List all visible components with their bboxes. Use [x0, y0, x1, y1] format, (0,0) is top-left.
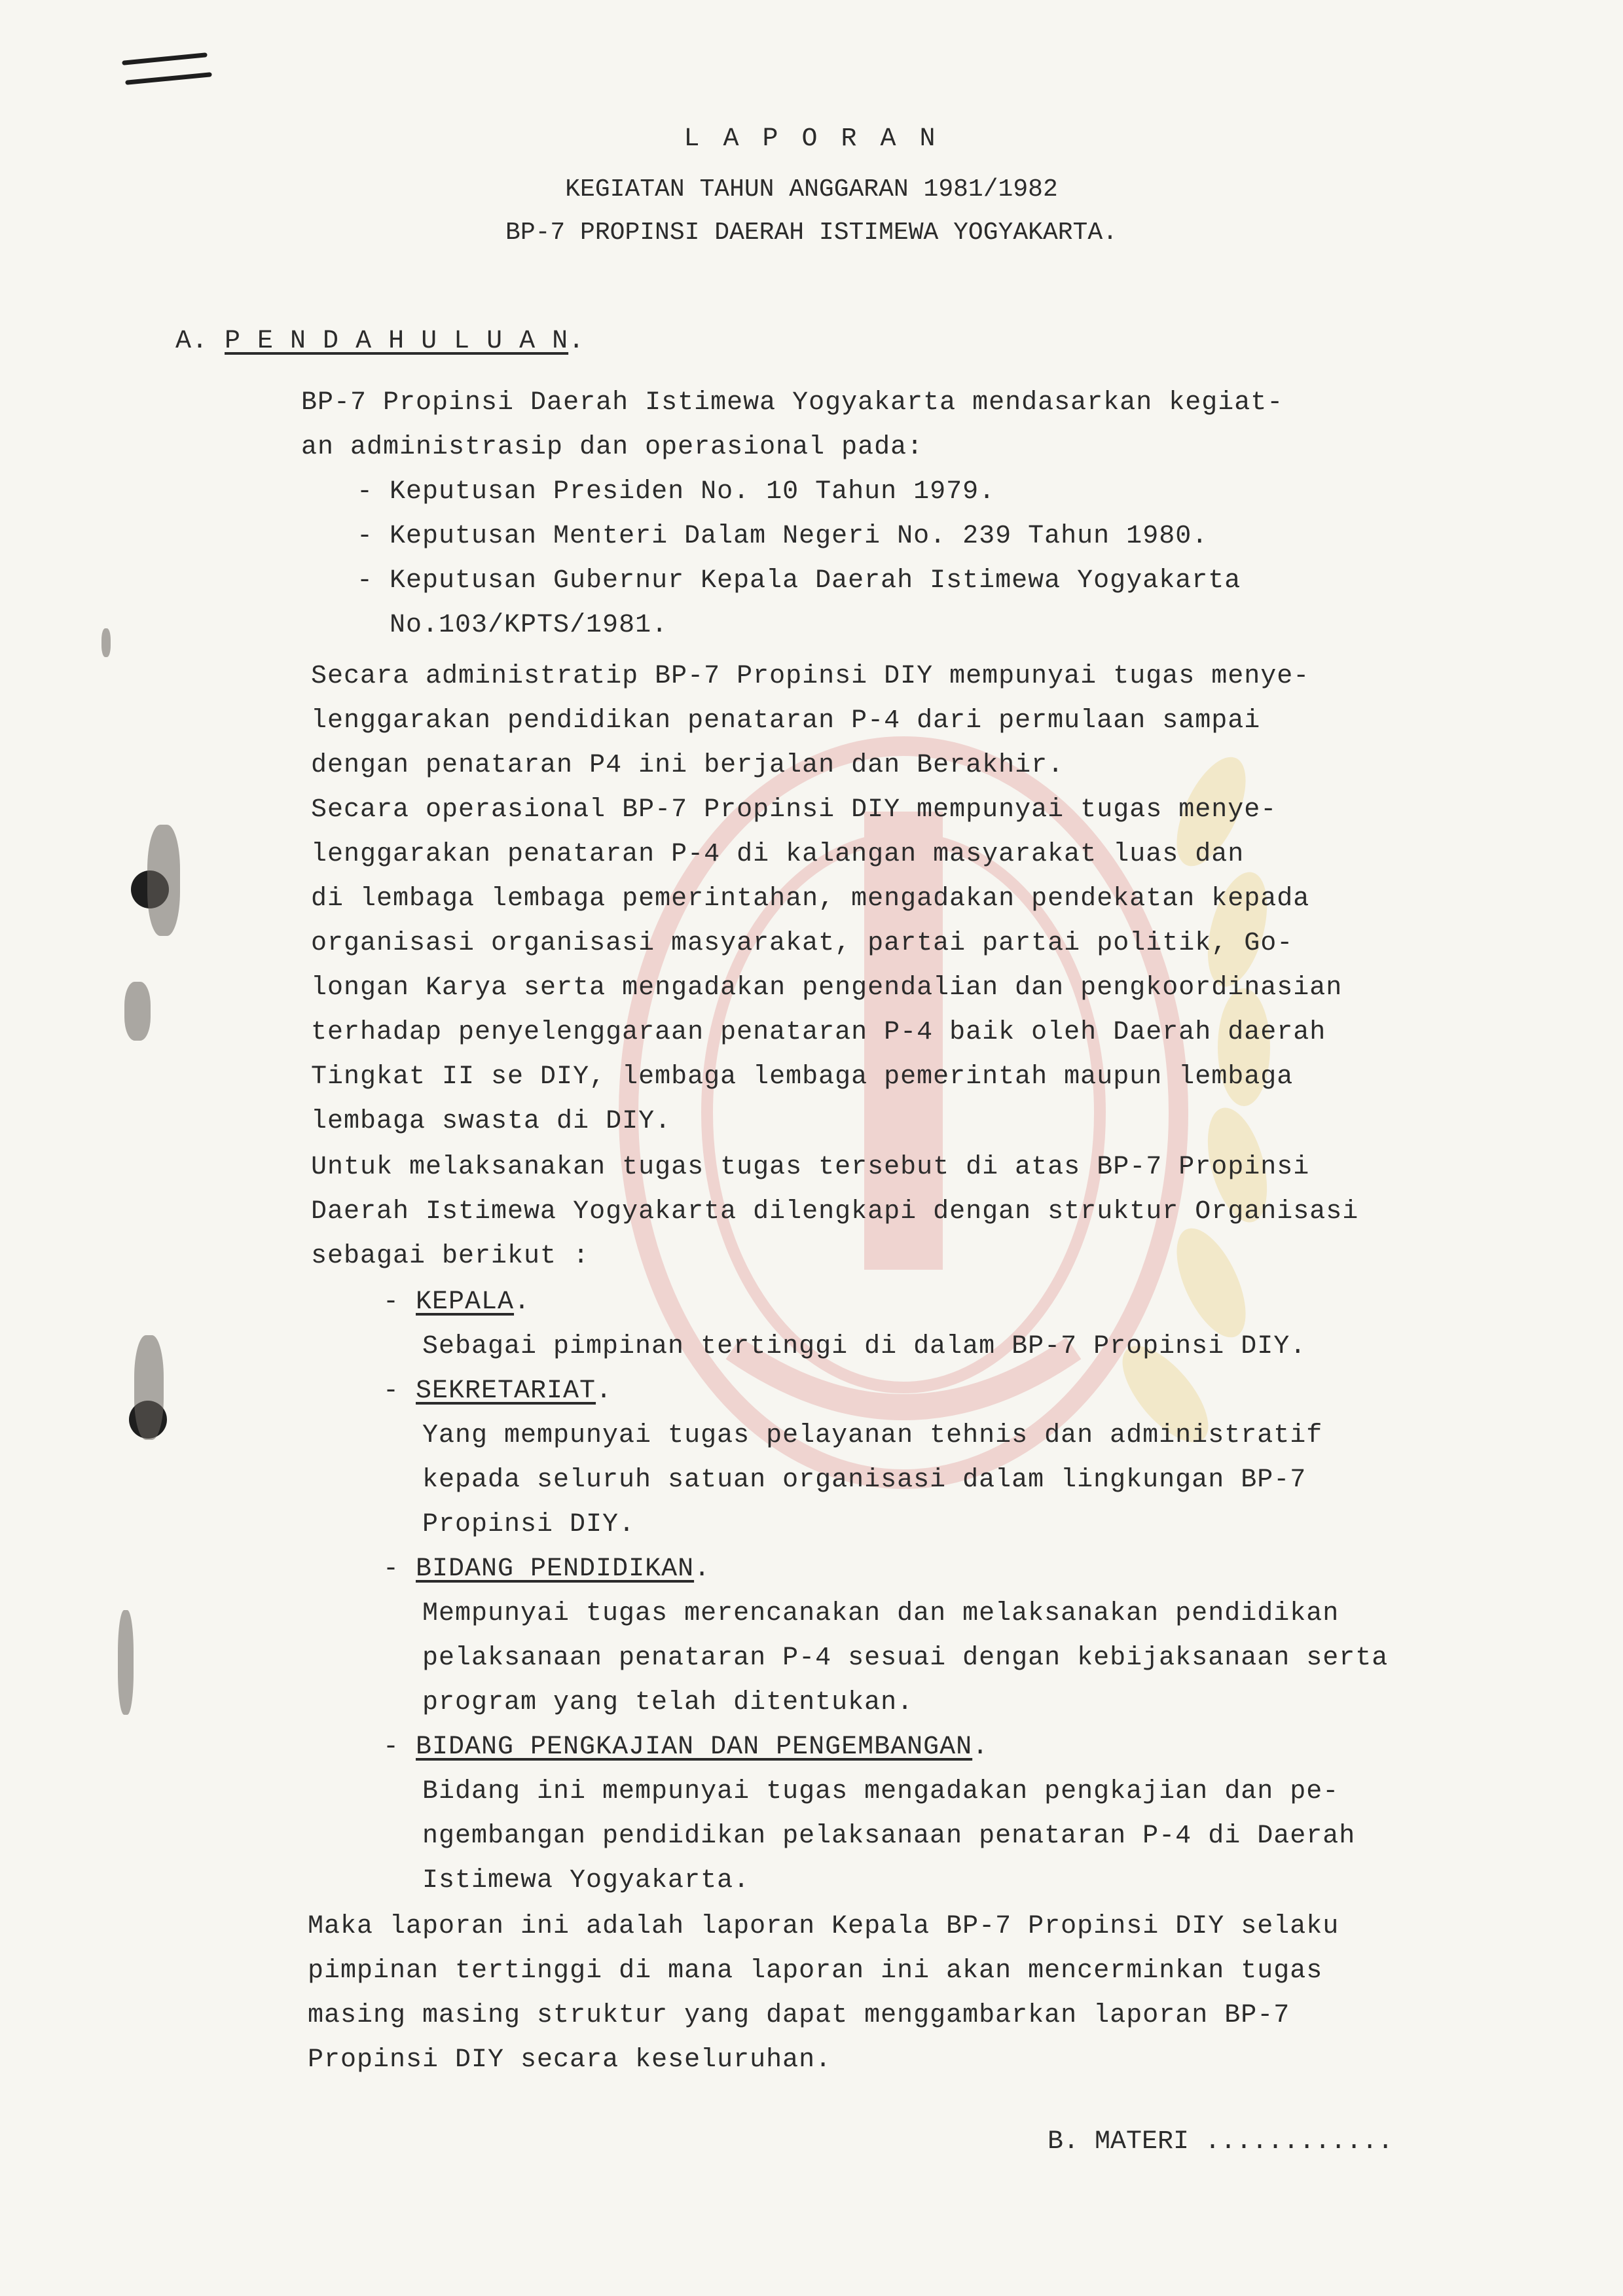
unit-description: Yang mempunyai tugas pelayanan tehnis dan administratif	[422, 1421, 1323, 1450]
paragraph-line: Secara administratip BP-7 Propinsi DIY mempunyai tugas menye-	[311, 662, 1310, 691]
unit-name-suffix: .	[514, 1287, 531, 1317]
legal-basis-item: No.103/KPTS/1981.	[357, 611, 668, 640]
section-a-title-suffix: .	[568, 327, 585, 356]
paragraph-line: sebagai berikut :	[311, 1242, 590, 1271]
paragraph-line: Daerah Istimewa Yogyakarta dilengkapi dengan struktur Organisasi	[311, 1197, 1359, 1227]
paragraph-line: Tingkat II se DIY, lembaga lembaga pemerintah maupun lembaga	[311, 1062, 1294, 1092]
report-title: L A P O R A N	[684, 124, 939, 154]
margin-stain	[134, 1335, 164, 1440]
report-subtitle: KEGIATAN TAHUN ANGGARAN 1981/1982	[565, 175, 1058, 204]
margin-stain	[124, 982, 151, 1041]
unit-description: Sebagai pimpinan tertinggi di dalam BP-7 Propinsi DIY.	[422, 1332, 1307, 1361]
unit-bullet: -	[383, 1554, 416, 1584]
unit-description: Bidang ini mempunyai tugas mengadakan pengkajian dan pe-	[422, 1777, 1340, 1806]
legal-basis-item: - Keputusan Gubernur Kepala Daerah Istimewa Yogyakarta	[357, 566, 1241, 596]
unit-name: KEPALA	[416, 1287, 515, 1317]
margin-stain	[101, 628, 111, 657]
unit-description: kepada seluruh satuan organisasi dalam lingkungan BP-7	[422, 1465, 1307, 1495]
unit-description: ngembangan pendidikan pelaksanaan penataran P-4 di Daerah	[422, 1821, 1356, 1851]
intro-line: BP-7 Propinsi Daerah Istimewa Yogyakarta mendasarkan kegiat-	[301, 388, 1284, 418]
operational-paragraph	[311, 788, 1342, 1144]
unit-bidang-pengkajian	[383, 1725, 1355, 1903]
unit-bullet: -	[383, 1376, 416, 1406]
next-section-indicator: B. MATERI ............	[1048, 2127, 1394, 2157]
unit-description: program yang telah ditentukan.	[422, 1688, 914, 1717]
unit-bullet: -	[383, 1732, 416, 1762]
paragraph-line: pimpinan tertinggi di mana laporan ini akan mencerminkan tugas	[308, 1956, 1323, 1986]
legal-basis-item: - Keputusan Presiden No. 10 Tahun 1979.	[357, 477, 996, 507]
unit-name-suffix: .	[972, 1732, 989, 1762]
intro-line: an administrasip dan operasional pada:	[301, 433, 924, 462]
unit-sekretariat	[383, 1369, 1322, 1547]
unit-bidang-pendidikan	[383, 1547, 1388, 1725]
paragraph-line: lenggarakan pendidikan penataran P-4 dari permulaan sampai	[311, 706, 1261, 736]
unit-bullet: -	[383, 1287, 416, 1317]
unit-name-suffix: .	[596, 1376, 613, 1406]
paragraph-line: lenggarakan penataran P-4 di kalangan masyarakat luas dan	[311, 840, 1245, 869]
unit-kepala	[383, 1280, 1306, 1369]
paragraph-line: dengan penataran P4 ini berjalan dan Berakhir.	[311, 751, 1065, 780]
structure-intro-paragraph	[311, 1145, 1359, 1279]
corner-mark	[121, 51, 213, 97]
paragraph-line: Untuk melaksanakan tugas tugas tersebut di atas BP-7 Propinsi	[311, 1153, 1310, 1182]
unit-description: Mempunyai tugas merencanakan dan melaksanakan pendidikan	[422, 1599, 1340, 1628]
unit-name: BIDANG PENGKAJIAN DAN PENGEMBANGAN	[416, 1732, 973, 1762]
legal-basis-item: - Keputusan Menteri Dalam Negeri No. 239 Tahun 1980.	[357, 522, 1209, 551]
paragraph-line: di lembaga lembaga pemerintahan, mengadakan pendekatan kepada	[311, 884, 1310, 914]
unit-description: Istimewa Yogyakarta.	[422, 1866, 750, 1895]
unit-name-suffix: .	[694, 1554, 711, 1584]
paragraph-line: longan Karya serta mengadakan pengendalian dan pengkoordinasian	[311, 973, 1343, 1003]
paragraph-line: masing masing struktur yang dapat menggambarkan laporan BP-7	[308, 2001, 1290, 2030]
paragraph-line: lembaga swasta di DIY.	[311, 1107, 672, 1136]
paragraph-line: organisasi organisasi masyarakat, partai partai politik, Go-	[311, 929, 1294, 958]
paragraph-line: Secara operasional BP-7 Propinsi DIY mempunyai tugas menye-	[311, 795, 1277, 825]
closing-paragraph	[308, 1905, 1339, 2083]
margin-stain	[118, 1610, 134, 1715]
section-a-label: A.	[175, 327, 209, 356]
unit-description: Propinsi DIY.	[422, 1510, 636, 1539]
paragraph-line: Propinsi DIY secara keseluruhan.	[308, 2045, 832, 2075]
administrative-paragraph	[311, 655, 1309, 788]
unit-description: pelaksanaan penataran P-4 sesuai dengan kebijaksanaan serta	[422, 1643, 1389, 1673]
paragraph-line: terhadap penyelenggaraan penataran P-4 baik oleh Daerah daerah	[311, 1018, 1326, 1047]
section-a-title: P E N D A H U L U A N	[225, 327, 569, 356]
margin-stain	[147, 825, 180, 936]
section-a-heading	[175, 319, 585, 364]
report-organization: BP-7 PROPINSI DAERAH ISTIMEWA YOGYAKARTA.	[505, 219, 1118, 247]
unit-name: SEKRETARIAT	[416, 1376, 596, 1406]
unit-name: BIDANG PENDIDIKAN	[416, 1554, 695, 1584]
paragraph-line: Maka laporan ini adalah laporan Kepala BP-7 Propinsi DIY selaku	[308, 1912, 1340, 1941]
intro-paragraph	[301, 381, 1283, 470]
legal-bases-list	[357, 470, 1241, 648]
